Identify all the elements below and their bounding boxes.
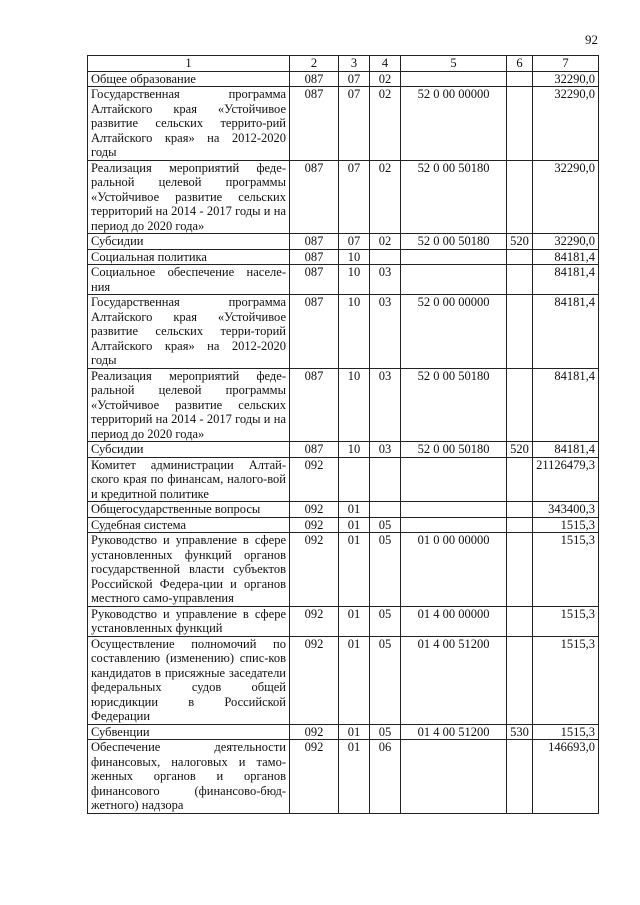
expense-type-cell	[507, 368, 533, 442]
column-header: 4	[370, 56, 401, 72]
expense-type-cell	[507, 606, 533, 636]
section-code-cell: 07	[339, 87, 370, 161]
target-item-cell: 52 0 00 50180	[401, 368, 507, 442]
target-item-cell	[401, 249, 507, 265]
subsection-code-cell: 02	[370, 234, 401, 250]
row-name-cell: Осуществление полномочий по составлению (изменению) спис-ков кандидатов в присяжные заседатели федеральных судов общей юрисдикции в Российской Федерации	[88, 636, 290, 724]
row-name-cell: Руководство и управление в сфере установленных функций	[88, 606, 290, 636]
row-name-cell: Государственная программа Алтайского края «Устойчивое развитие сельских террито-рий Алтайского края» на 2012-2020 годы	[88, 87, 290, 161]
amount-cell: 1515,3	[533, 533, 599, 607]
table-row	[88, 517, 599, 533]
section-code-cell: 10	[339, 265, 370, 295]
target-item-cell	[401, 71, 507, 87]
row-name-cell: Субсидии	[88, 442, 290, 458]
amount-cell: 84181,4	[533, 249, 599, 265]
expense-type-cell	[507, 87, 533, 161]
row-name-cell: Обеспечение деятельности финансовых, налоговых и тамо-женных органов и органов финансового (финансово-бюд-жетного) надзора	[88, 740, 290, 814]
table-row	[88, 249, 599, 265]
table-row	[88, 71, 599, 87]
target-item-cell: 01 4 00 00000	[401, 606, 507, 636]
expense-type-cell	[507, 533, 533, 607]
section-code-cell: 07	[339, 160, 370, 234]
column-header: 7	[533, 56, 599, 72]
target-item-cell: 01 4 00 51200	[401, 724, 507, 740]
ministry-code-cell: 092	[290, 457, 339, 502]
ministry-code-cell: 087	[290, 160, 339, 234]
ministry-code-cell: 092	[290, 636, 339, 724]
amount-cell: 32290,0	[533, 87, 599, 161]
page-number: 92	[585, 32, 598, 47]
section-code-cell: 01	[339, 517, 370, 533]
budget-table	[87, 55, 599, 814]
row-name-cell: Субсидии	[88, 234, 290, 250]
section-code-cell: 07	[339, 234, 370, 250]
table-row	[88, 724, 599, 740]
table-header-row	[88, 56, 599, 72]
subsection-code-cell	[370, 457, 401, 502]
section-code-cell: 01	[339, 502, 370, 518]
section-code-cell: 10	[339, 442, 370, 458]
section-code-cell: 01	[339, 724, 370, 740]
row-name-cell: Комитет администрации Алтай-ского края по финансам, налого-вой и кредитной политике	[88, 457, 290, 502]
expense-type-cell	[507, 517, 533, 533]
table-row	[88, 234, 599, 250]
section-code-cell: 10	[339, 295, 370, 369]
column-header: 2	[290, 56, 339, 72]
ministry-code-cell: 087	[290, 71, 339, 87]
subsection-code-cell: 05	[370, 606, 401, 636]
section-code-cell	[339, 457, 370, 502]
target-item-cell: 01 4 00 51200	[401, 636, 507, 724]
expense-type-cell: 530	[507, 724, 533, 740]
expense-type-cell	[507, 636, 533, 724]
expense-type-cell	[507, 502, 533, 518]
expense-type-cell	[507, 249, 533, 265]
table-row	[88, 87, 599, 161]
row-name-cell: Субвенции	[88, 724, 290, 740]
target-item-cell: 52 0 00 00000	[401, 295, 507, 369]
target-item-cell: 52 0 00 50180	[401, 442, 507, 458]
target-item-cell: 52 0 00 50180	[401, 234, 507, 250]
ministry-code-cell: 092	[290, 724, 339, 740]
amount-cell: 146693,0	[533, 740, 599, 814]
table-row	[88, 636, 599, 724]
subsection-code-cell: 03	[370, 442, 401, 458]
section-code-cell: 01	[339, 606, 370, 636]
ministry-code-cell: 087	[290, 249, 339, 265]
amount-cell: 21126479,3	[533, 457, 599, 502]
target-item-cell	[401, 457, 507, 502]
section-code-cell: 10	[339, 368, 370, 442]
table-row	[88, 533, 599, 607]
ministry-code-cell: 092	[290, 606, 339, 636]
subsection-code-cell	[370, 502, 401, 518]
ministry-code-cell: 092	[290, 740, 339, 814]
ministry-code-cell: 087	[290, 295, 339, 369]
row-name-cell: Руководство и управление в сфере установленных функций органов государственной власти субъектов Российской Федера-ции и органов местного само-управления	[88, 533, 290, 607]
target-item-cell: 52 0 00 00000	[401, 87, 507, 161]
subsection-code-cell: 05	[370, 533, 401, 607]
section-code-cell: 01	[339, 636, 370, 724]
row-name-cell: Социальное обеспечение населе-ния	[88, 265, 290, 295]
subsection-code-cell: 02	[370, 160, 401, 234]
ministry-code-cell: 087	[290, 442, 339, 458]
section-code-cell: 07	[339, 71, 370, 87]
subsection-code-cell	[370, 249, 401, 265]
table-row	[88, 368, 599, 442]
row-name-cell: Реализация мероприятий феде-ральной целевой программы «Устойчивое развитие сельских территорий на 2014 - 2017 годы и на период до 2020 года»	[88, 368, 290, 442]
amount-cell: 1515,3	[533, 724, 599, 740]
subsection-code-cell: 03	[370, 368, 401, 442]
subsection-code-cell: 02	[370, 87, 401, 161]
row-name-cell: Государственная программа Алтайского края «Устойчивое развитие сельских терри-торий Алтайского края» на 2012-2020 годы	[88, 295, 290, 369]
amount-cell: 32290,0	[533, 160, 599, 234]
table-row	[88, 740, 599, 814]
column-header: 1	[88, 56, 290, 72]
amount-cell: 84181,4	[533, 442, 599, 458]
amount-cell: 84181,4	[533, 295, 599, 369]
ministry-code-cell: 087	[290, 87, 339, 161]
subsection-code-cell: 05	[370, 724, 401, 740]
section-code-cell: 01	[339, 533, 370, 607]
subsection-code-cell: 03	[370, 295, 401, 369]
target-item-cell: 01 0 00 00000	[401, 533, 507, 607]
subsection-code-cell: 02	[370, 71, 401, 87]
target-item-cell: 52 0 00 50180	[401, 160, 507, 234]
row-name-cell: Общее образование	[88, 71, 290, 87]
amount-cell: 1515,3	[533, 517, 599, 533]
table-row	[88, 442, 599, 458]
row-name-cell: Реализация мероприятий феде-ральной целевой программы «Устойчивое развитие сельских территорий на 2014 - 2017 годы и на период до 2020 года»	[88, 160, 290, 234]
amount-cell: 1515,3	[533, 636, 599, 724]
expense-type-cell: 520	[507, 442, 533, 458]
table-row	[88, 502, 599, 518]
table-row	[88, 606, 599, 636]
ministry-code-cell: 092	[290, 533, 339, 607]
column-header: 5	[401, 56, 507, 72]
column-header: 3	[339, 56, 370, 72]
row-name-cell: Социальная политика	[88, 249, 290, 265]
ministry-code-cell: 092	[290, 517, 339, 533]
expense-type-cell	[507, 71, 533, 87]
row-name-cell: Судебная система	[88, 517, 290, 533]
amount-cell: 32290,0	[533, 71, 599, 87]
target-item-cell	[401, 740, 507, 814]
expense-type-cell	[507, 295, 533, 369]
amount-cell: 32290,0	[533, 234, 599, 250]
ministry-code-cell: 087	[290, 234, 339, 250]
section-code-cell: 10	[339, 249, 370, 265]
subsection-code-cell: 05	[370, 636, 401, 724]
amount-cell: 84181,4	[533, 368, 599, 442]
ministry-code-cell: 092	[290, 502, 339, 518]
section-code-cell: 01	[339, 740, 370, 814]
table-row	[88, 457, 599, 502]
amount-cell: 1515,3	[533, 606, 599, 636]
subsection-code-cell: 06	[370, 740, 401, 814]
expense-type-cell	[507, 160, 533, 234]
subsection-code-cell: 05	[370, 517, 401, 533]
table-row	[88, 265, 599, 295]
ministry-code-cell: 087	[290, 368, 339, 442]
row-name-cell: Общегосударственные вопросы	[88, 502, 290, 518]
column-header: 6	[507, 56, 533, 72]
target-item-cell	[401, 265, 507, 295]
table-row	[88, 160, 599, 234]
subsection-code-cell: 03	[370, 265, 401, 295]
amount-cell: 84181,4	[533, 265, 599, 295]
target-item-cell	[401, 502, 507, 518]
amount-cell: 343400,3	[533, 502, 599, 518]
expense-type-cell	[507, 740, 533, 814]
expense-type-cell	[507, 265, 533, 295]
table-row	[88, 295, 599, 369]
expense-type-cell	[507, 457, 533, 502]
target-item-cell	[401, 517, 507, 533]
ministry-code-cell: 087	[290, 265, 339, 295]
expense-type-cell: 520	[507, 234, 533, 250]
